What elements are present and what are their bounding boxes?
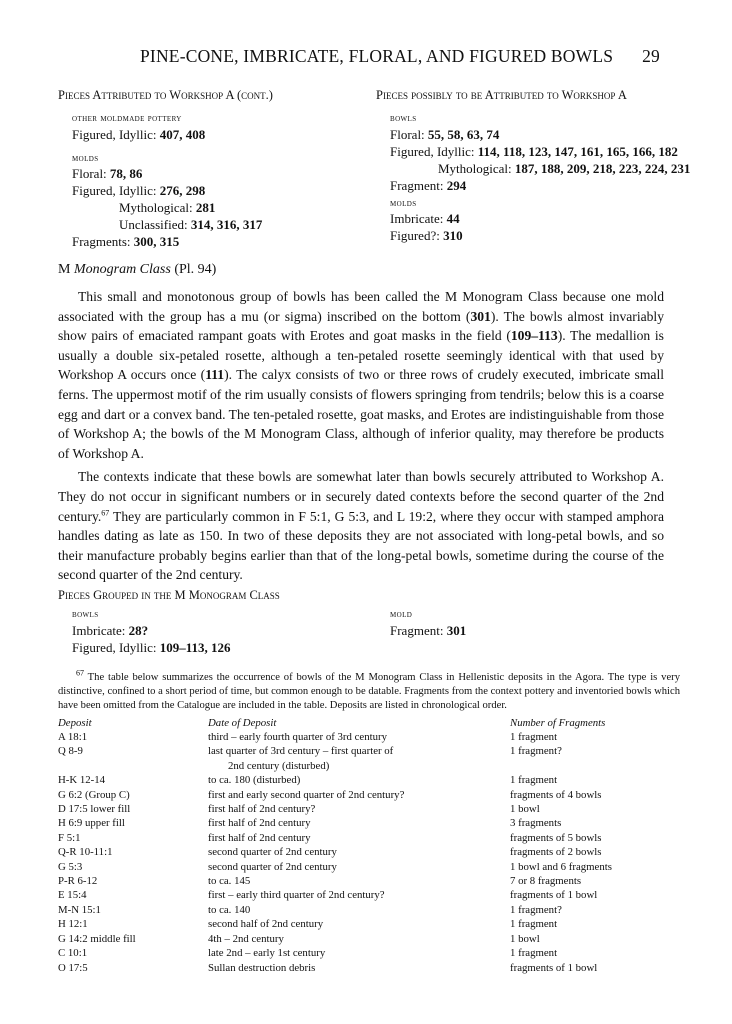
left-group1-heading: other moldmade pottery <box>72 113 182 124</box>
right-entry: Imbricate: 44 <box>390 211 460 226</box>
table-row <box>58 917 680 931</box>
table-row <box>58 860 680 874</box>
grouped-right <box>390 609 466 639</box>
grouped-entry: Figured, Idyllic: 109–113, 126 <box>72 640 231 655</box>
table-row <box>58 903 680 917</box>
table-cell: G 6:2 (Group C) <box>58 788 130 801</box>
table-cell: first half of 2nd century <box>208 831 311 844</box>
table-cell: fragments of 4 bowls <box>510 788 602 801</box>
left-column <box>58 88 273 250</box>
left-entry: Unclassified: 314, 316, 317 <box>119 217 263 232</box>
table-cell: fragments of 1 bowl <box>510 889 598 902</box>
right-entry: Floral: 55, 58, 63, 74 <box>390 127 500 142</box>
table-cell: 1 fragment <box>510 918 558 931</box>
table-row <box>58 888 680 902</box>
table-row <box>58 744 680 758</box>
table-cell: first and early second quarter of 2nd century? <box>208 788 405 801</box>
left-entry: Floral: 78, 86 <box>72 166 143 181</box>
table-cell: E 15:4 <box>58 889 87 902</box>
table-cell: O 17:5 <box>58 961 88 974</box>
table-row <box>58 946 680 960</box>
table-cell: H 12:1 <box>58 918 88 931</box>
column-header: Date of Deposit <box>208 717 277 729</box>
table-cell: 3 fragments <box>510 817 562 830</box>
left-entry: Figured, Idyllic: 276, 298 <box>72 183 206 198</box>
table-cell: 1 fragment <box>510 731 558 743</box>
table-row <box>58 845 680 859</box>
table-cell: Q-R 10-11:1 <box>58 846 113 859</box>
running-header <box>140 46 660 67</box>
table-cell: G 14:2 middle fill <box>58 932 136 945</box>
table-header-row <box>58 716 680 730</box>
left-entry: Figured, Idyllic: 407, 408 <box>72 127 206 142</box>
table-cell: last quarter of 3rd century – first quarter of <box>208 745 394 758</box>
table-cell: 1 bowl <box>510 932 540 945</box>
table-cell: Sullan destruction debris <box>208 961 316 974</box>
table-cell: to ca. 180 (disturbed) <box>208 774 301 787</box>
table-cell: C 10:1 <box>58 947 88 960</box>
table-cell: to ca. 145 <box>208 875 251 888</box>
table-cell: D 17:5 lower fill <box>58 803 131 816</box>
table-row <box>58 759 680 773</box>
table-cell: first half of 2nd century <box>208 817 311 830</box>
table-cell: 1 fragment <box>510 947 558 960</box>
footnote-ref: 67 <box>101 508 110 517</box>
running-title: PINE-CONE, IMBRICATE, FLORAL, AND FIGURED BOWLS <box>140 46 614 66</box>
right-column <box>376 88 690 244</box>
table-cell: G 5:3 <box>58 860 83 873</box>
grouped-entry: Fragment: 301 <box>390 623 467 638</box>
table-cell: 1 fragment <box>510 774 558 787</box>
table-cell: fragments of 1 bowl <box>510 961 598 974</box>
table-row <box>58 816 680 830</box>
left-group2-heading: molds <box>72 153 99 164</box>
table-cell: first – early third quarter of 2nd century? <box>208 889 385 902</box>
right-entry: Figured, Idyllic: 114, 118, 123, 147, 161, 165, 166, 182 <box>390 144 678 159</box>
body-text <box>58 287 664 585</box>
table-cell: 4th – 2nd century <box>208 932 284 945</box>
table-cell: 1 bowl <box>510 803 540 816</box>
table-cell: second quarter of 2nd century <box>208 846 337 859</box>
table-cell: second half of 2nd century <box>208 918 324 931</box>
table-cell: P-R 6-12 <box>58 875 98 888</box>
right-group2-heading: molds <box>390 198 417 209</box>
table-cell: Q 8-9 <box>58 745 83 758</box>
table-cell: fragments of 5 bowls <box>510 831 602 844</box>
column-header: Deposit <box>58 717 92 729</box>
table-cell: first half of 2nd century? <box>208 803 316 816</box>
grouped-right-heading: mold <box>390 609 413 620</box>
table-cell: F 5:1 <box>58 831 81 844</box>
table-row <box>58 730 680 744</box>
grouped-left <box>72 609 231 656</box>
page-number: 29 <box>642 46 660 66</box>
column-header: Number of Fragments <box>510 717 606 729</box>
table-cell: third – early fourth quarter of 3rd century <box>208 731 387 743</box>
footnote: $^{67}$ The table below summarizes the occurrence of bowls of the M Monogram Class in Hellenistic deposits in the Agora. The type is very distinctive, confined to a short period of time, but common enough to be datable. Fragments from the context pottery and inventoried bowls which have been omitted from the Catalogue are included in the table. Deposits are listed in chronological order. <box>58 668 680 711</box>
grouped-entry: Imbricate: 28? <box>72 623 149 638</box>
table-cell: 7 or 8 fragments <box>510 875 582 888</box>
table-cell: fragments of 2 bowls <box>510 846 602 859</box>
table-cell: H 6:9 upper fill <box>58 817 125 830</box>
right-group1-heading: bowls <box>390 113 417 124</box>
table-cell: 1 bowl and 6 fragments <box>510 860 612 873</box>
table-row <box>58 773 680 787</box>
table-cell <box>510 759 680 773</box>
table-row <box>58 961 680 975</box>
table-row <box>58 802 680 816</box>
footnote-number: 67 <box>76 668 84 678</box>
table-cell: M-N 15:1 <box>58 903 101 916</box>
table-row <box>58 788 680 802</box>
table-cell: 1 fragment? <box>510 745 562 758</box>
table-row <box>58 874 680 888</box>
grouped-title: Pieces Grouped in the M Monogram Class <box>58 588 280 602</box>
table-cell: late 2nd – early 1st century <box>208 947 326 960</box>
right-entry: Figured?: 310 <box>390 228 463 243</box>
right-entry: Mythological: 187, 188, 209, 218, 223, 224, 231 <box>438 161 691 176</box>
table-cell: A 18:1 <box>58 731 88 743</box>
table-cell <box>58 759 208 773</box>
table-row <box>58 831 680 845</box>
table-cell: H-K 12-14 <box>58 774 106 787</box>
table-cell: 2nd century (disturbed) <box>228 759 330 772</box>
left-entry: Fragments: 300, 315 <box>72 234 180 249</box>
left-entry: Mythological: 281 <box>119 200 216 215</box>
right-section-title: Pieces possibly to be Attributed to Workshop A <box>376 88 627 102</box>
section-heading: M Monogram Class (Pl. 94) <box>58 262 217 277</box>
grouped-left-heading: bowls <box>72 609 99 620</box>
left-section-title: Pieces Attributed to Workshop A (cont.) <box>58 88 273 102</box>
right-entry: Fragment: 294 <box>390 178 467 193</box>
paragraph-2: The contexts indicate that these bowls are somewhat later than bowls securely attributed to Workshop A. They do not occur in significant numbers or in securely dated contexts before the second quarter of the 2nd century.$^{67}$ They are particularly common in F 5:1, G 5:3, and L 19:2, where they occur with stamped amphora handles dating as late as 150. In two of these deposits they are not associated with long-petal bowls, and so their manufacture probably begins earlier than that of the long-petal bowls, sometime during the course of the second quarter of the 2nd century. <box>58 469 664 583</box>
table-row <box>58 932 680 946</box>
table-cell: to ca. 140 <box>208 903 251 916</box>
table-cell: 1 fragment? <box>510 903 562 916</box>
deposit-table <box>58 716 680 975</box>
paragraph-1: This small and monotonous group of bowls has been called the M Monogram Class because one mold associated with the group has a mu (or sigma) inscribed on the bottom (301). The bowls almost invariably show pairs of emaciated rampant goats with Erotes and goat masks in the field (109–113). The medallion is usually a double six-petaled rosette, although a ten-petaled rosette seemingly identical with that used by Workshop A occurs once (111). The calyx consists of two or three rows of crudely executed, imbricate small ferns. The uppermost motif of the rim usually consists of flowers springing from tendrils; below this is a coarse egg and dart or a convex band. The ten-petaled rosette, goat masks, and Erotes are indistinguishable from those of Workshop A; the bowls of the M Monogram Class, although of inferior quality, may therefore be products of Workshop A. <box>58 289 665 461</box>
table-cell: second quarter of 2nd century <box>208 860 337 873</box>
